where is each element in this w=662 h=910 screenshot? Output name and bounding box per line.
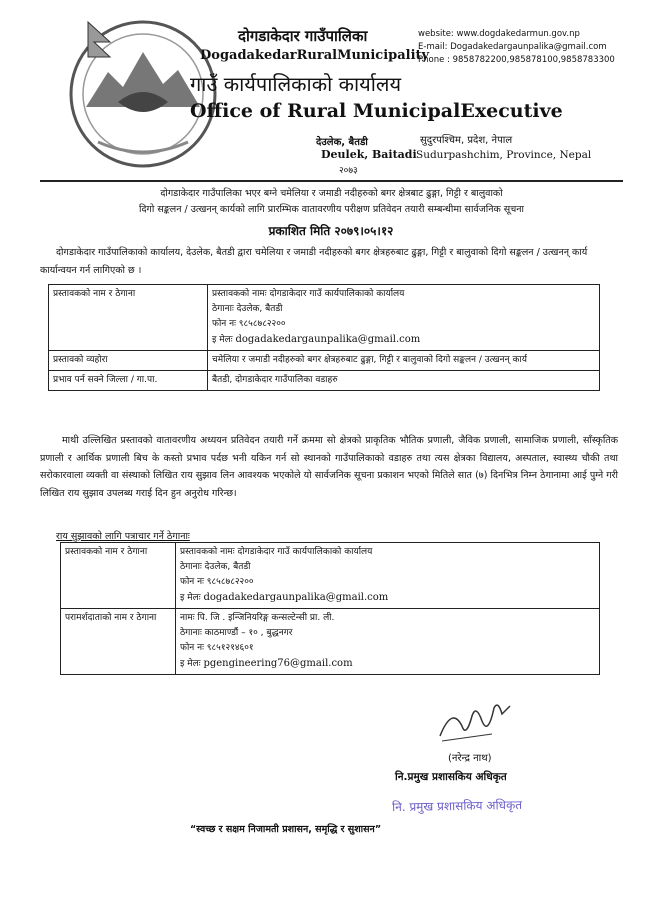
signatory-name: (नरेन्द्र नाथ) — [448, 753, 492, 764]
email-label: इ मेलः — [212, 335, 236, 345]
table-cell-value — [176, 543, 600, 609]
signature-icon — [432, 696, 522, 746]
email[interactable]: E-mail: Dogadakedargaunpalika@gmail.com — [418, 42, 607, 52]
address-heading: राय सुझावको लागि पत्राचार गर्ने ठेगानाः — [56, 531, 190, 542]
proposal-description: चमेलिया र जमाडी नदीहरुको बगर क्षेत्रहरुबाट ढुङ्गा, गिट्टी र बालुवाको दिगो सङ्कलन / उत्खनन् कार्य — [208, 351, 600, 371]
table-row — [61, 543, 600, 609]
website[interactable]: website: www.dogdakedarmun.gov.np — [418, 29, 580, 39]
consultant-phone: फोन नः ९८५१२१४६०१ — [180, 643, 254, 653]
proposer-email-line — [180, 590, 595, 606]
proposer-email-line — [212, 332, 595, 348]
proposer-name: प्रस्तावकको नामः दोगडाकेदार गाउँ कार्यपालिकाको कार्यालय — [180, 547, 373, 557]
signatory-title: नि.प्रमुख प्रशासकिय अधिकृत — [395, 771, 507, 783]
proposer-phone: फोन नः ९८५८७८२२०० — [180, 577, 254, 587]
phone: Phone : 9858782200,985878100,9858783300 — [418, 55, 615, 65]
proposer-email[interactable]: dogadakedargaunpalika@gmail.com — [203, 592, 389, 603]
consultant-email[interactable]: pgengineering76@gmail.com — [203, 658, 353, 669]
subject-line-2: दिगो सङ्कलन / उत्खनन् कार्यको लागि प्रारम्भिक वातावरणीय परीक्षण प्रतिवेदन तयारी सम्बन्धीमा सार्वजनिक सूचना — [139, 204, 524, 215]
proposer-name: प्रस्तावकको नामः दोगडाकेदार गाउँ कार्यपालिकाको कार्यालय — [212, 289, 405, 299]
municipality-name-en: DogadakedarRuralMunicipality — [200, 48, 430, 63]
contact-info — [418, 28, 615, 67]
table-cell-label: प्रस्तावको व्यहोरा — [49, 351, 208, 371]
proposer-address: ठेगानाः देउलेक, बैतडी — [212, 304, 283, 314]
consultant-email-line — [180, 656, 595, 672]
proposer-phone: फोन नः ९८५८७८२२०० — [212, 319, 286, 329]
header-divider — [40, 180, 623, 182]
proposer-address: ठेगानाः देउलेक, बैतडी — [180, 562, 251, 572]
email-label: इ मेलः — [180, 593, 204, 603]
proposal-table — [48, 284, 600, 391]
address-np: देउलेक, बैतडी — [316, 137, 368, 148]
consultant-address: ठेगानाः काठमाण्डौं – १० , बुद्धनगर — [180, 628, 293, 638]
email-label: इ मेलः — [180, 659, 204, 669]
table-row — [49, 285, 600, 351]
table-cell-label: प्रस्तावकको नाम र ठेगाना — [61, 543, 176, 609]
municipality-name-np: दोगडाकेदार गाउँपालिका — [238, 27, 368, 45]
correspondence-table — [60, 542, 600, 675]
publish-date: प्रकाशित मिति २०७९।०५।१२ — [268, 224, 394, 238]
body-paragraph: माथी उल्लिखित प्रस्तावको वातावरणीय अध्ययन प्रतिवेदन तयारी गर्ने क्रममा सो क्षेत्रको प्राकृतिक भौतिक प्रणाली, जैविक प्रणाली, सामाजिक प्रणाली, साँस्कृतिक प्रणाली र आर्थिक प्रणाली बिच के कस्तो प्रभाव पर्दछ भनी यकिन गर्न सो स्थानको गाउँपालिकाको वडाहरु तथा त्यस क्षेत्रका विद्यालय, अस्पताल, स्वास्थ्य चौकी तथा सरोकारवाला व्यक्ती वा संस्थाको लिखित राय सुझाव लिन आवश्यक भएकोले यो सार्वजनिक सूचना प्रकाशन भएको मितिले सात (७) दिनभित्र निम्न ठेगानामा आई पुग्ने गरी लिखित राय सुझाव उपलब्ध गराई दिन हुन अनुरोध गरिन्छ। — [40, 435, 618, 499]
address-en: Deulek, Baitadi — [321, 148, 417, 161]
consultant-name: नामः पि. जि . इन्जिनियरिङ्ग कन्सल्टेन्सी प्रा. ली. — [180, 613, 335, 623]
affected-area: बैतडी, दोगडाकेदार गाउँपालिका वडाहरु — [208, 371, 600, 391]
subject-line-1: दोगडाकेदार गाउँपालिका भएर बग्ने चमेलिया र जमाडी नदीहरुको बगर क्षेत्रबाट ढुङ्गा, गिट्टी र बालुवाको — [160, 188, 503, 199]
province-en: Sudurpashchim, Province, Nepal — [416, 149, 592, 161]
table-cell-value — [208, 285, 600, 351]
notice-subject — [40, 186, 623, 218]
official-stamp: नि. प्रमुख प्रशासकिय अधिकृत — [391, 797, 523, 815]
table-cell-label: प्रभाव पर्न सक्ने जिल्ला / गा.पा. — [49, 371, 208, 391]
intro-paragraph: दोगडाकेदार गाउँपालिकाको कार्यालय, देउलेक, बैतडी द्वारा चमेलिया र जमाडी नदीहरुको बगर क्षेत्रहरुबाट ढुङ्गा, गिट्टी र बालुवाको दिगो सङ्कलन / उत्खनन् कार्य कार्यान्वयन गर्न लागिएको छ । — [40, 247, 588, 276]
proposer-email[interactable]: dogadakedargaunpalika@gmail.com — [235, 334, 421, 345]
motto: “स्वच्छ र सक्षम निजामती प्रशासन, समृद्धि र सुशासन” — [190, 824, 382, 835]
established-year: २०७३ — [339, 166, 358, 176]
table-cell-value — [176, 609, 600, 675]
province-np: सुदुरपश्चिम, प्रदेश, नेपाल — [420, 135, 513, 146]
table-cell-label: प्रस्तावकको नाम र ठेगाना — [49, 285, 208, 351]
table-row — [61, 609, 600, 675]
table-row — [49, 371, 600, 391]
table-row — [49, 351, 600, 371]
office-name-en: Office of Rural MunicipalExecutive — [190, 100, 563, 122]
office-name-np: गाउँ कार्यपालिकाको कार्यालय — [190, 72, 402, 96]
table-cell-label: परामर्शदाताको नाम र ठेगाना — [61, 609, 176, 675]
